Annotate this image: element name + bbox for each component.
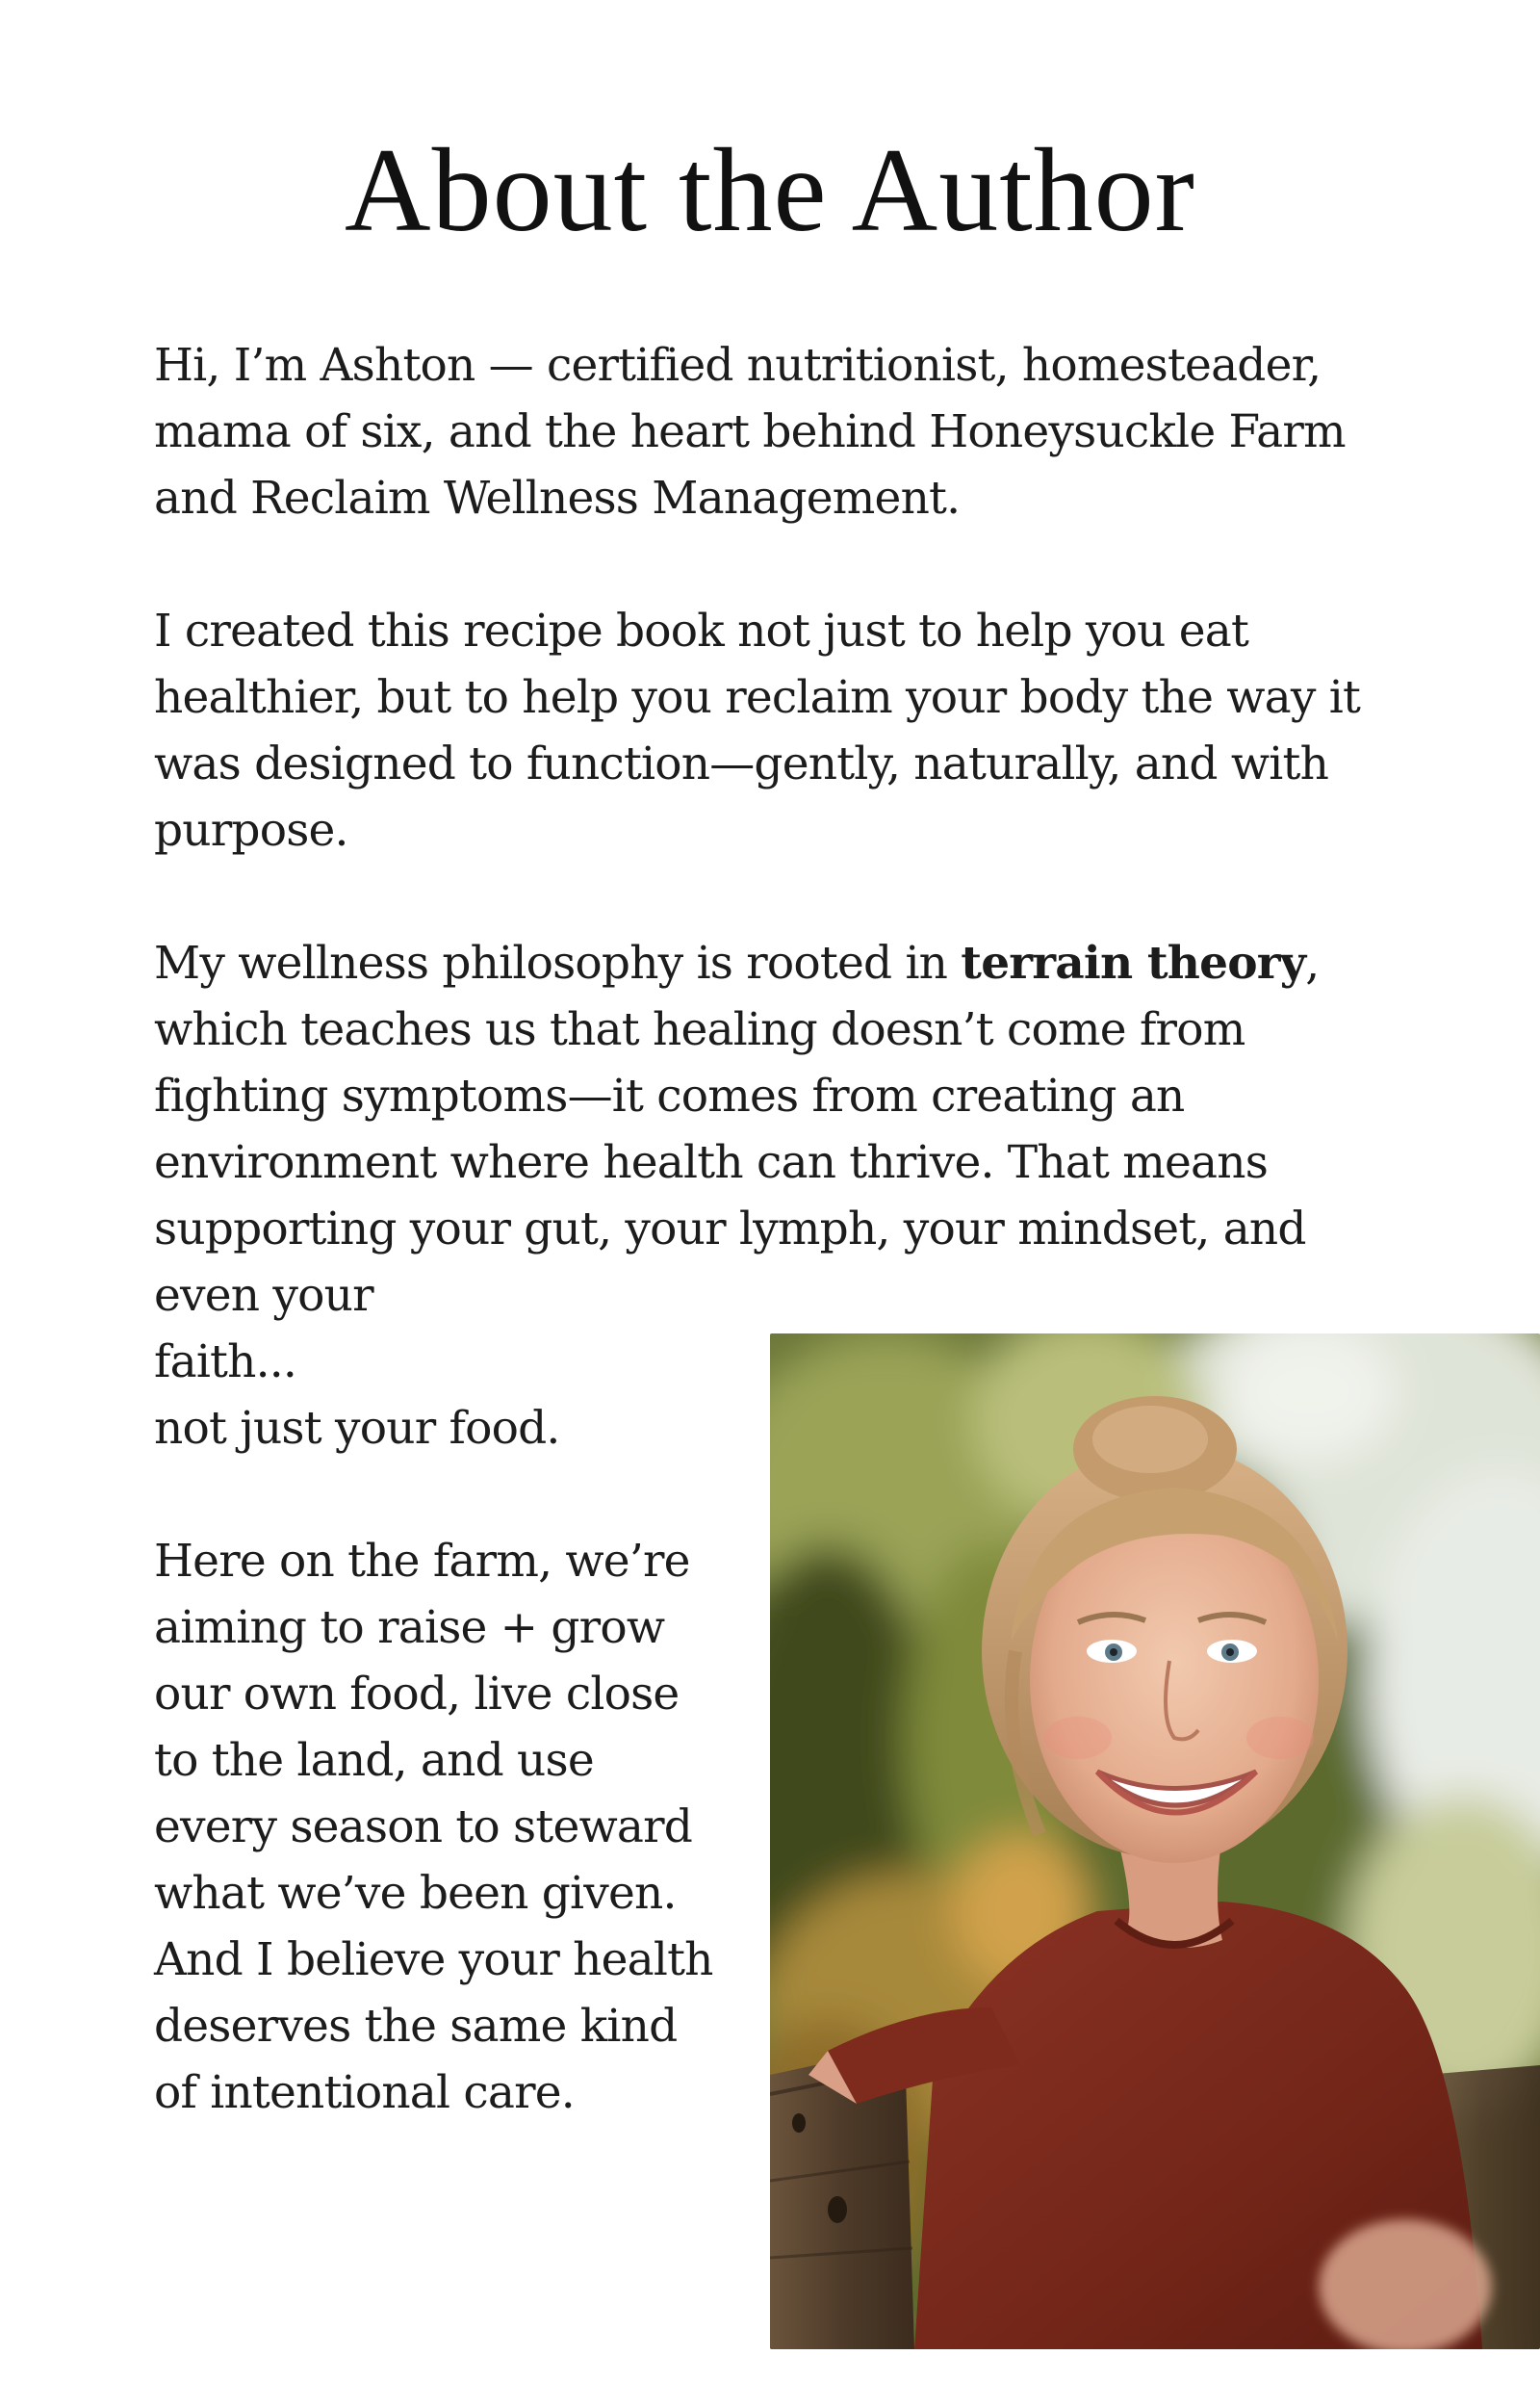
text-line: to the land, and use <box>154 1734 594 1787</box>
text-line: I created this recipe book not just to help you eat <box>154 605 1249 658</box>
text-line: not just your food. <box>154 1402 560 1455</box>
text-line: was designed to function—gently, naturally, and with <box>154 738 1329 790</box>
bio-paragraph-intro <box>154 332 1405 531</box>
page-title: About the Author <box>345 124 1195 256</box>
text-segment: My wellness philosophy is rooted in <box>154 937 962 990</box>
portrait-illustration <box>770 1333 1540 2349</box>
text-line: healthier, but to help you reclaim your body the way it <box>154 671 1361 724</box>
text-line: faith... <box>154 1335 297 1388</box>
text-line: environment where health can thrive. That means <box>154 1136 1269 1189</box>
text-segment: , <box>1305 937 1320 990</box>
text-line: of intentional care. <box>154 2066 575 2119</box>
text-line: even your <box>154 1269 373 1322</box>
text-line: Hi, I’m Ashton — certified nutritionist, homesteader, <box>154 339 1322 392</box>
text-line: what we’ve been given. <box>154 1867 677 1920</box>
author-portrait-photo <box>770 1333 1540 2349</box>
text-line: our own food, live close <box>154 1668 680 1721</box>
text-line: Here on the farm, we’re <box>154 1535 690 1588</box>
text-line: and Reclaim Wellness Management. <box>154 472 961 525</box>
emphasis-terrain-theory: terrain theory <box>961 937 1306 990</box>
text-line: mama of six, and the heart behind Honeysuckle Farm <box>154 405 1346 458</box>
text-line <box>154 930 1405 996</box>
text-line: which teaches us that healing doesn’t come from <box>154 1003 1245 1056</box>
text-line: fighting symptoms—it comes from creating an <box>154 1070 1185 1123</box>
text-line: deserves the same kind <box>154 2000 678 2053</box>
bio-paragraph-purpose <box>154 598 1405 864</box>
text-line: And I believe your health <box>154 1933 713 1986</box>
text-line: purpose. <box>154 804 348 857</box>
text-line: supporting your gut, your lymph, your mindset, and <box>154 1203 1306 1255</box>
text-line: every season to steward <box>154 1800 693 1853</box>
text-line: aiming to raise + grow <box>154 1601 665 1654</box>
